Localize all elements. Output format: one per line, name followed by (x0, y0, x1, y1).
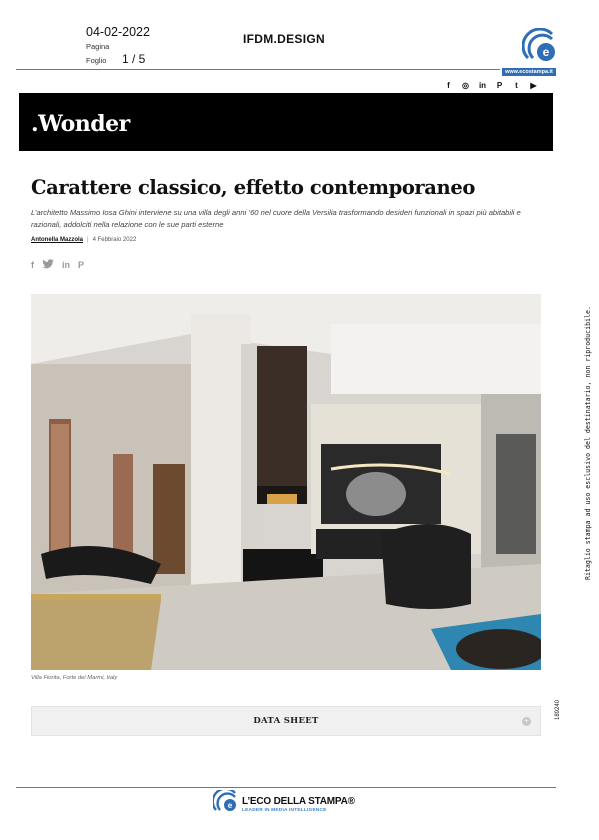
linkedin-icon[interactable]: in (478, 81, 487, 90)
datasheet-label[interactable]: DATA SHEET (253, 716, 319, 726)
eco-footer-logo-icon (213, 790, 239, 812)
publish-date: 4 Febbraio 2022 (92, 237, 137, 243)
article-title: Carattere classico, effetto contemporaneo (31, 176, 475, 199)
side-code: 189240 (555, 699, 561, 721)
eco-logo-icon (522, 28, 558, 64)
clipping-date: 04-02-2022 (86, 25, 150, 39)
foglio-label: Foglio (86, 56, 107, 65)
source-name: IFDM.DESIGN (243, 32, 325, 46)
author-link[interactable]: Antonella Mazzola (31, 237, 84, 243)
footer-divider (16, 787, 556, 788)
share-facebook-icon[interactable]: f (31, 260, 34, 270)
photo-caption: Villa Fiorita, Forte dei Marmi, Italy (31, 675, 118, 681)
share-bar (31, 259, 84, 271)
foglio-value: 1 / 5 (122, 52, 146, 66)
social-links (444, 81, 538, 90)
expand-icon[interactable]: + (522, 717, 531, 726)
twitter-icon[interactable]: t (515, 81, 518, 90)
facebook-icon[interactable]: f (447, 81, 450, 90)
section-title[interactable]: .Wonder (31, 111, 130, 137)
article-subtitle: L’architetto Massimo Iosa Ghini interviene su una villa degli anni ’60 nel cuore della Versilia trasformando desideri funzionali in spazi più abitabili e razionali, addolciti nella relazione con le sue parti esterne (31, 208, 521, 229)
share-twitter-icon[interactable] (42, 259, 54, 271)
svg-text:e: e (227, 801, 233, 810)
svg-text:e: e (542, 45, 550, 59)
footer-tagline: LEADER IN MEDIA INTELLIGENCE (242, 808, 327, 813)
share-pinterest-icon[interactable]: P (78, 260, 85, 270)
side-copyright-note: Ritaglio stampa ad uso esclusivo del destinatario, non riproducibile. (584, 306, 592, 580)
pagina-label: Pagina (86, 42, 110, 51)
header-divider (16, 69, 500, 70)
instagram-icon[interactable]: ◎ (462, 81, 469, 90)
pinterest-icon[interactable]: P (496, 81, 503, 90)
youtube-icon[interactable]: ▶ (530, 81, 537, 90)
byline-separator: | (87, 237, 89, 243)
byline (31, 237, 136, 243)
footer-brand: L’ECO DELLA STAMPA® (242, 796, 355, 807)
article-photo (31, 294, 541, 670)
web-badge: www.ecostampa.it (502, 68, 556, 76)
share-linkedin-icon[interactable]: in (62, 260, 70, 270)
